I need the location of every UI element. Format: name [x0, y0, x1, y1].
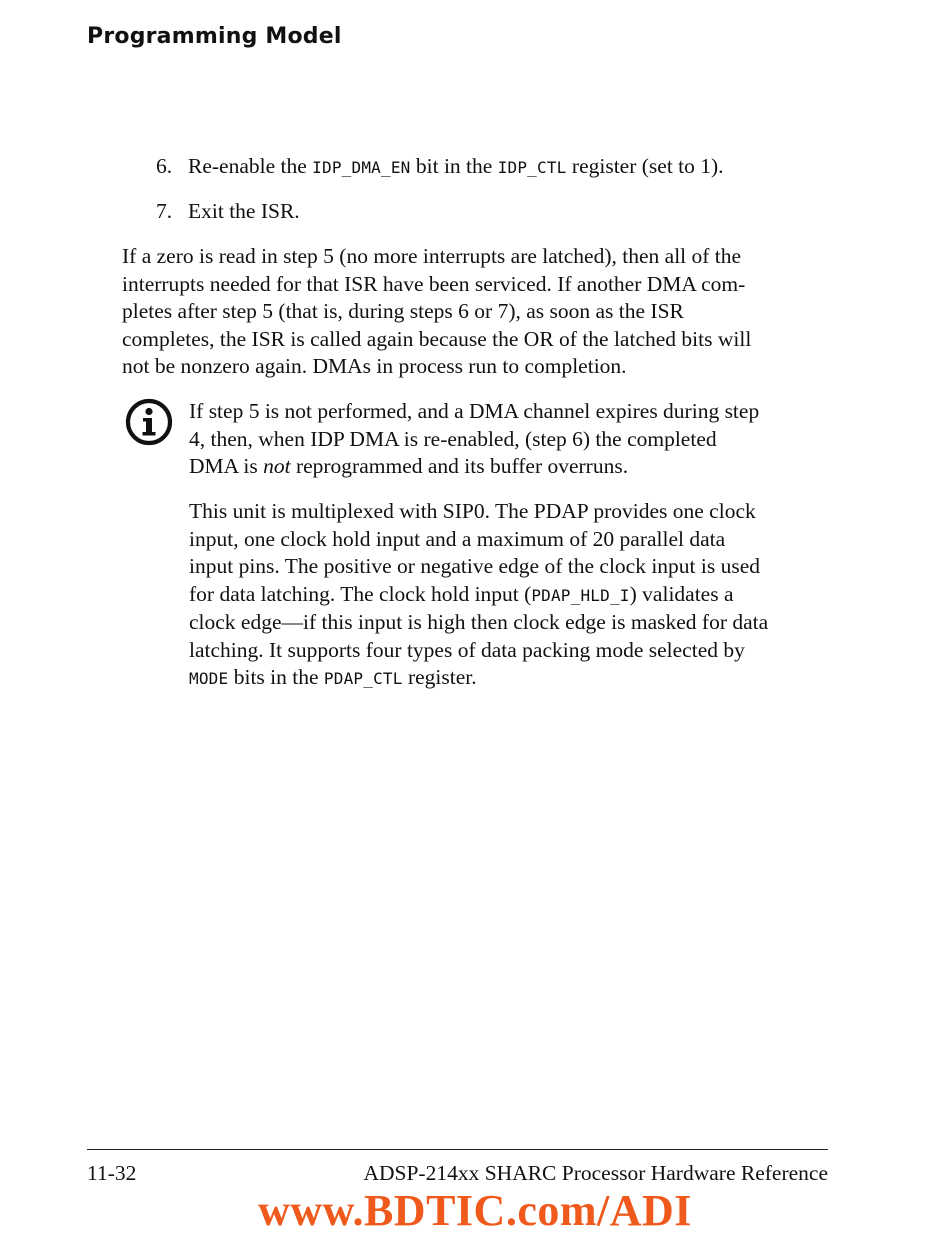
step-text: register (set to 1). — [566, 154, 724, 178]
paragraph-line: input pins. The positive or negative edge of the clock input is used — [189, 554, 761, 578]
paragraph-line: not be nonzero again. DMAs in process run to completion. — [122, 354, 627, 378]
paragraph-text: register. — [402, 665, 477, 689]
paragraph-line: If a zero is read in step 5 (no more interrupts are latched), then all of the — [122, 244, 742, 268]
note-line: If step 5 is not performed, and a DMA channel expires during step — [189, 399, 760, 423]
step-text: bit in the — [410, 154, 498, 178]
signal-name: PDAP_HLD_I — [531, 585, 630, 605]
note-line-text: DMA is — [189, 454, 264, 478]
paragraph-line: interrupts needed for that ISR have been serviced. If another DMA com- — [122, 271, 746, 296]
paragraph-text: bits in the — [228, 665, 324, 689]
register-name: IDP_CTL — [497, 158, 567, 177]
paragraph-line: input, one clock hold input and a maximum of 20 parallel data — [189, 526, 726, 551]
note-line: 4, then, when IDP DMA is re-enabled, (step 6) the completed — [189, 426, 717, 451]
info-icon — [125, 398, 173, 446]
page-number: 11-32 — [87, 1161, 137, 1185]
paragraph-text: ) validates a — [629, 581, 734, 606]
page-header-title: Programming Model — [87, 24, 342, 49]
step-text: Exit the ISR. — [188, 199, 300, 223]
book-title: ADSP-214xx SHARC Processor Hardware Reference — [363, 1161, 828, 1185]
body-paragraph-pdap — [189, 498, 829, 693]
paragraph-line: pletes after step 5 (that is, during steps 6 or 7), as soon as the ISR — [122, 299, 684, 323]
step-7 — [156, 198, 300, 226]
register-bit-name: IDP_DMA_EN — [312, 158, 411, 177]
register-name: PDAP_CTL — [323, 669, 403, 688]
footer-divider — [87, 1149, 828, 1150]
bit-field-name: MODE — [189, 669, 229, 688]
emphasis-text: not — [263, 454, 291, 478]
body-paragraph — [122, 243, 822, 381]
paragraph-line — [189, 664, 829, 693]
paragraph-line — [189, 581, 829, 610]
paragraph-line: clock edge—if this input is high then clock edge is masked for data — [189, 610, 769, 634]
step-6 — [156, 153, 724, 182]
note-line — [189, 453, 829, 481]
paragraph-text: for data latching. The clock hold input ( — [189, 581, 532, 606]
note-line-text: reprogrammed and its buffer overruns. — [290, 454, 629, 478]
watermark-url: www.BDTIC.com/ADI — [258, 1186, 692, 1235]
step-text: Re-enable the — [188, 154, 313, 178]
step-number: 6. — [156, 154, 173, 178]
step-number: 7. — [156, 199, 173, 223]
paragraph-line: This unit is multiplexed with SIP0. The PDAP provides one clock — [189, 499, 756, 523]
paragraph-line: latching. It supports four types of data packing mode selected by — [189, 637, 745, 662]
paragraph-line: completes, the ISR is called again because the OR of the latched bits will — [122, 326, 752, 351]
note-text — [189, 398, 829, 481]
